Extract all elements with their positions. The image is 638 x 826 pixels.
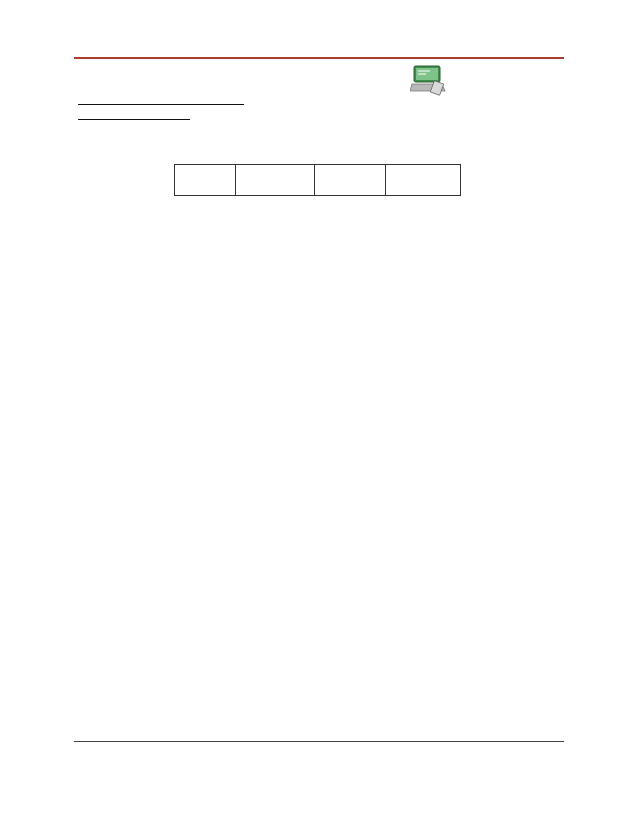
footer-divider — [74, 741, 564, 742]
